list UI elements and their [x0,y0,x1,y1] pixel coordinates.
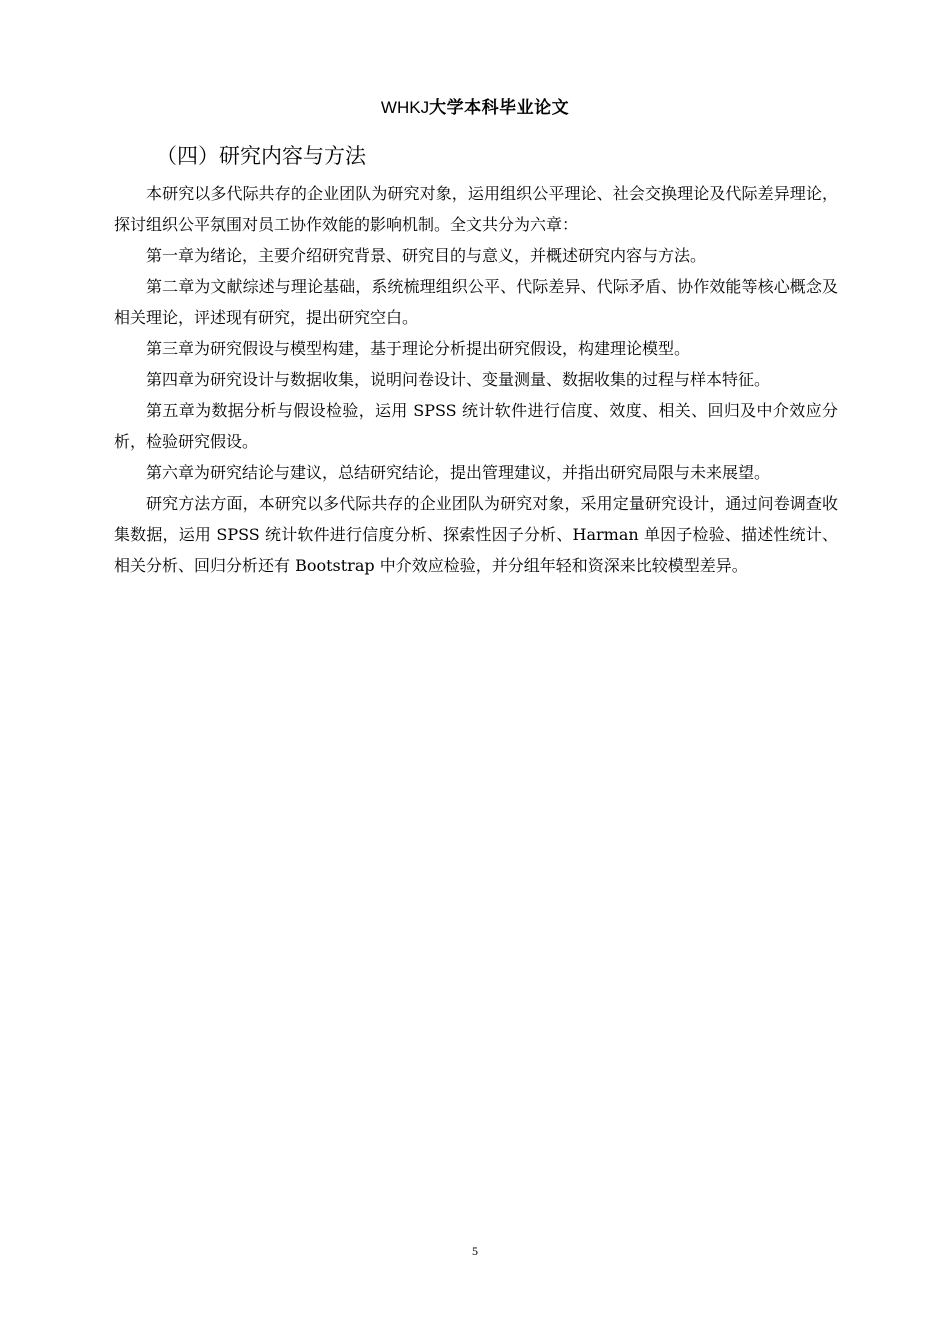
paragraph-intro: 本研究以多代际共存的企业团队为研究对象，运用组织公平理论、社会交换理论及代际差异理论，探讨组织公平氛围对员工协作效能的影响机制。全文共分为六章： [114,184,838,234]
running-header [0,96,950,120]
page-number: 5 [472,1244,478,1258]
body-text [114,178,838,581]
section-heading: （四）研究内容与方法 [156,144,366,168]
paragraph-methods: 研究方法方面，本研究以多代际共存的企业团队为研究对象，采用定量研究设计，通过问卷调查收集数据，运用 SPSS 统计软件进行信度分析、探索性因子分析、Harman 单因子检验、描述性统计、相关分析、回归分析还有 Bootstrap 中介效应检验，并分组年轻和资深来比较模型差异。 [114,494,838,575]
paragraph-chapter-5: 第五章为数据分析与假设检验，运用 SPSS 统计软件进行信度、效度、相关、回归及中介效应分析，检验研究假设。 [114,401,838,451]
header-code: WHKJ [380,98,430,117]
paragraph-chapter-3: 第三章为研究假设与模型构建，基于理论分析提出研究假设，构建理论模型。 [146,339,691,358]
paragraph-chapter-4: 第四章为研究设计与数据收集，说明问卷设计、变量测量、数据收集的过程与样本特征。 [146,370,771,389]
paragraph-chapter-6: 第六章为研究结论与建议，总结研究结论，提出管理建议，并指出研究局限与未来展望。 [146,463,771,482]
paragraph-chapter-2: 第二章为文献综述与理论基础，系统梳理组织公平、代际差异、代际矛盾、协作效能等核心概念及相关理论，评述现有研究，提出研究空白。 [114,277,838,327]
header-title: 大学本科毕业论文 [429,98,570,118]
paragraph-chapter-1: 第一章为绪论，主要介绍研究背景、研究目的与意义，并概述研究内容与方法。 [146,246,707,265]
